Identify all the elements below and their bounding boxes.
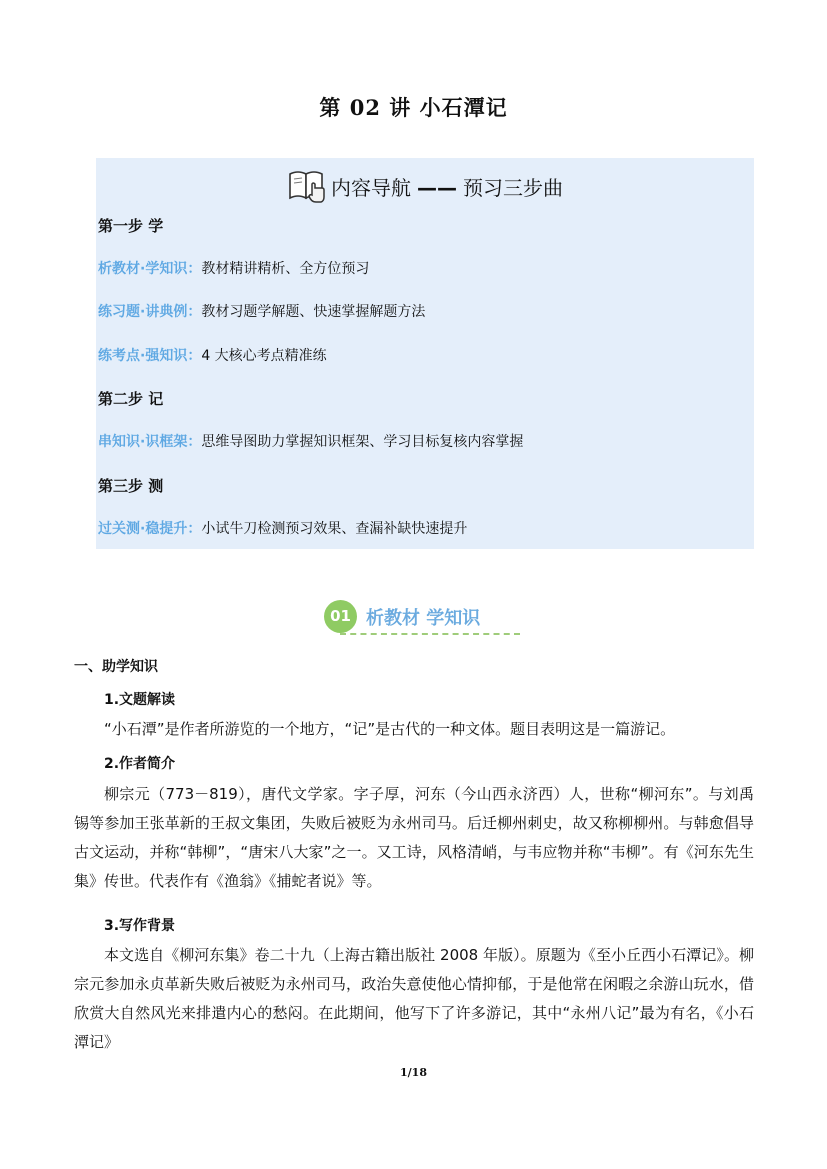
nav-title-dash: —— xyxy=(417,175,457,200)
nav-row-4 xyxy=(98,431,523,451)
nav-row-1 xyxy=(98,258,369,278)
nav-row-2-label: 练习题·讲典例： xyxy=(98,304,202,320)
nav-title-left: 内容导航 xyxy=(331,175,411,200)
step-1-heading: 第一步 学 xyxy=(98,217,164,235)
section-number: 01 xyxy=(324,600,357,633)
step-2-heading: 第二步 记 xyxy=(98,390,164,408)
nav-row-5-text: 小试牛刀检测预习效果、查漏补缺快速提升 xyxy=(201,521,468,537)
paragraph-writing-background: 本文选自《柳河东集》卷二十九（上海古籍出版社 2008 年版）。原题为《至小丘西小石潭记》。柳宗元参加永贞革新失败后被贬为永州司马，政治失意使他心情抑郁，于是他常在闲暇之余游山玩水，借欣赏大自然风光来排遣内心的愁闷。在此期间，他写下了许多游记，其中“永州八记”最为有名，《小石潭记》 xyxy=(74,946,754,1051)
heading-writing-background: 3.写作背景 xyxy=(104,918,176,934)
book-hand-icon xyxy=(287,168,327,204)
section-title: 析教材 学知识 xyxy=(366,608,481,629)
nav-row-2-text: 教材习题学解题、快速掌握解题方法 xyxy=(201,304,426,320)
nav-row-1-text: 教材精讲精析、全方位预习 xyxy=(201,261,370,277)
step-3-heading: 第三步 测 xyxy=(98,477,164,495)
heading-study-knowledge: 一、助学知识 xyxy=(74,659,158,675)
nav-row-4-text: 思维导图助力掌握知识框架、学习目标复核内容掌握 xyxy=(201,434,524,450)
nav-row-2 xyxy=(98,301,425,321)
nav-row-3-label: 练考点·强知识： xyxy=(98,348,202,364)
nav-row-4-label: 串知识·识框架： xyxy=(98,434,202,450)
paragraph-title-interpretation: “小石潭”是作者所游览的一个地方，“记”是古代的一种文体。题目表明这是一篇游记。 xyxy=(104,720,676,738)
nav-title xyxy=(331,172,563,201)
nav-row-1-label: 析教材·学知识： xyxy=(98,261,202,277)
heading-author-intro: 2.作者简介 xyxy=(104,756,176,772)
page-title: 第 02 讲 小石潭记 xyxy=(319,95,508,120)
page-number: 1/18 xyxy=(400,1066,427,1079)
nav-header xyxy=(96,168,754,204)
nav-row-5-label: 过关测·稳提升： xyxy=(98,521,202,537)
section-badge xyxy=(324,598,514,638)
content-navigation-box xyxy=(96,158,754,549)
nav-row-5 xyxy=(98,518,467,538)
nav-title-right: 预习三步曲 xyxy=(463,175,563,200)
paragraph-author-intro: 柳宗元（773－819），唐代文学家。字子厚，河东（今山西永济西）人，世称“柳河东”。与刘禹锡等参加王张革新的王叔文集团，失败后被贬为永州司马。后迁柳州刺史，故又称柳柳州。与韩愈倡导古文运动，并称“韩柳”，“唐宋八大家”之一。又工诗，风格清峭，与韦应物并称“韦柳”。有《河东先生集》传世。代表作有《渔翁》《捕蛇者说》等。 xyxy=(74,785,754,890)
nav-row-3-text: 4 大核心考点精准练 xyxy=(201,348,327,364)
nav-row-3 xyxy=(98,345,327,365)
section-underline xyxy=(340,633,520,635)
heading-title-interpretation: 1.文题解读 xyxy=(104,692,176,708)
